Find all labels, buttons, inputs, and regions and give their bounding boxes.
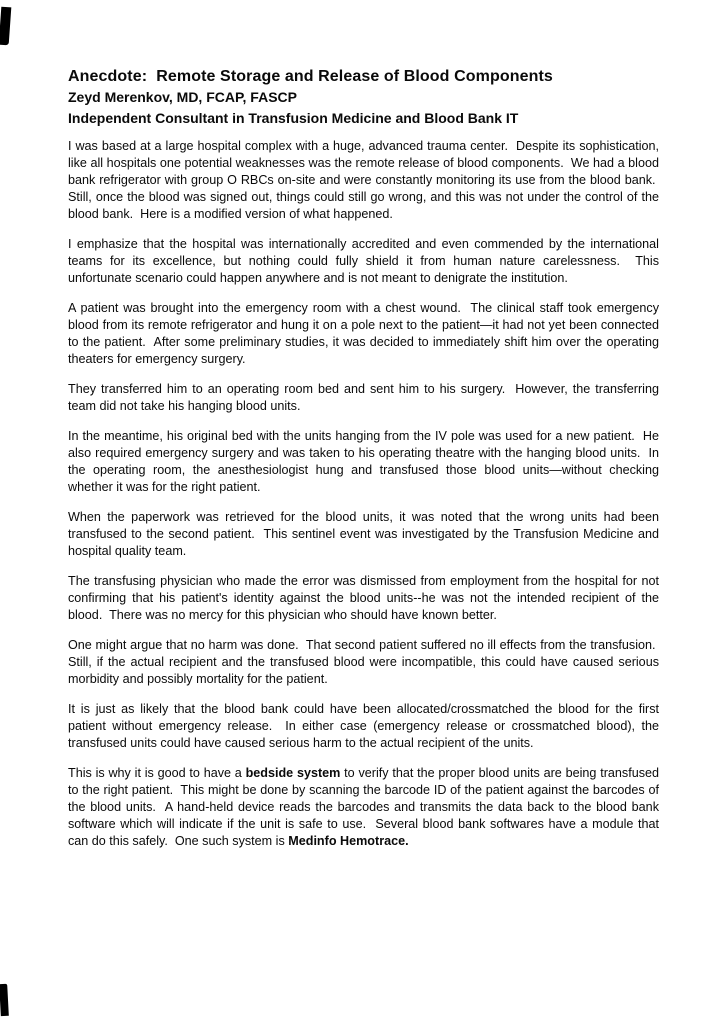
text-run: to verify that the proper blood units are being transfused to the right patient. This might be done by scanning the barcode ID of the patient against the barcodes of the blood units. A hand-held device reads the barcodes and transmits the data back to the blood bank software which will indicate if the unit is safe to use. Several blood bank softwares have a module that can do this safely. One such system is	[68, 766, 660, 848]
document-body	[68, 138, 659, 850]
text-run: I emphasize that the hospital was internationally accredited and even commended by the international teams for its excellence, but nothing could fully shield it from human nature carelessness. This unfortunate scenario could happen anywhere and is not meant to denigrate the institution.	[68, 237, 659, 285]
paragraph-5	[68, 428, 659, 496]
scan-artifact-top-left-icon	[0, 7, 11, 46]
text-run: When the paperwork was retrieved for the blood units, it was noted that the wrong units had been transfused to the second patient. This sentinel event was investigated by the Transfusion Medicine and hospital quality team.	[68, 510, 659, 558]
paragraph-8	[68, 637, 659, 688]
author-affiliation: Independent Consultant in Transfusion Medicine and Blood Bank IT	[68, 110, 519, 126]
paragraph-1	[68, 138, 659, 223]
paragraph-2	[68, 236, 659, 287]
paragraph-3	[68, 300, 659, 368]
text-run: They transferred him to an operating room bed and sent him to his surgery. However, the transferring team did not take his hanging blood units.	[68, 382, 659, 413]
text-run: A patient was brought into the emergency room with a chest wound. The clinical staff took emergency blood from its remote refrigerator and hung it on a pole next to the patient—it had not yet been connected to the patient. After some preliminary studies, it was decided to immediately shift him over the operating theaters for emergency surgery.	[68, 301, 659, 366]
text-run: This is why it is good to have a	[68, 766, 246, 780]
text-run: In the meantime, his original bed with the units hanging from the IV pole was used for a new patient. He also required emergency surgery and was taken to his operating theatre with the hanging blood units. In the operating room, the anesthesiologist hung and transfused those blood units—without checking whether it was for the right patient.	[68, 429, 659, 494]
scan-artifact-bottom-left-icon	[0, 984, 9, 1016]
paragraph-7	[68, 573, 659, 624]
paragraph-10	[68, 765, 659, 850]
bold-phrase: Medinfo Hemotrace.	[288, 834, 409, 848]
paragraph-9	[68, 701, 659, 752]
text-run: I was based at a large hospital complex with a huge, advanced trauma center. Despite its sophistication, like all hospitals one potential weaknesses was the remote release of blood components. We had a blood bank refrigerator with group O RBCs on-site and were constantly monitoring its use from the blood bank. Still, once the blood was signed out, things could still go wrong, and this was not under the control of the blood bank. Here is a modified version of what happened.	[68, 139, 659, 221]
document-content	[68, 66, 659, 863]
paragraph-4	[68, 381, 659, 415]
text-run: It is just as likely that the blood bank could have been allocated/crossmatched the blood for the first patient without emergency release. In either case (emergency release or crossmatched blood), the transfused units could have caused serious harm to the actual recipient of the units.	[68, 702, 659, 750]
page-title: Anecdote: Remote Storage and Release of Blood Components	[68, 68, 553, 85]
author-byline: Zeyd Merenkov, MD, FCAP, FASCP	[68, 89, 297, 105]
bold-phrase: bedside system	[245, 766, 341, 780]
text-run: One might argue that no harm was done. That second patient suffered no ill effects from the transfusion. Still, if the actual recipient and the transfused blood were incompatible, this could have caused serious morbidity and possibly mortality for the patient.	[68, 638, 659, 686]
paragraph-6	[68, 509, 659, 560]
text-run: The transfusing physician who made the error was dismissed from employment from the hospital for not confirming that his patient's identity against the blood units--he was not the intended recipient of the blood. There was no mercy for this physician who should have known better.	[68, 574, 659, 622]
